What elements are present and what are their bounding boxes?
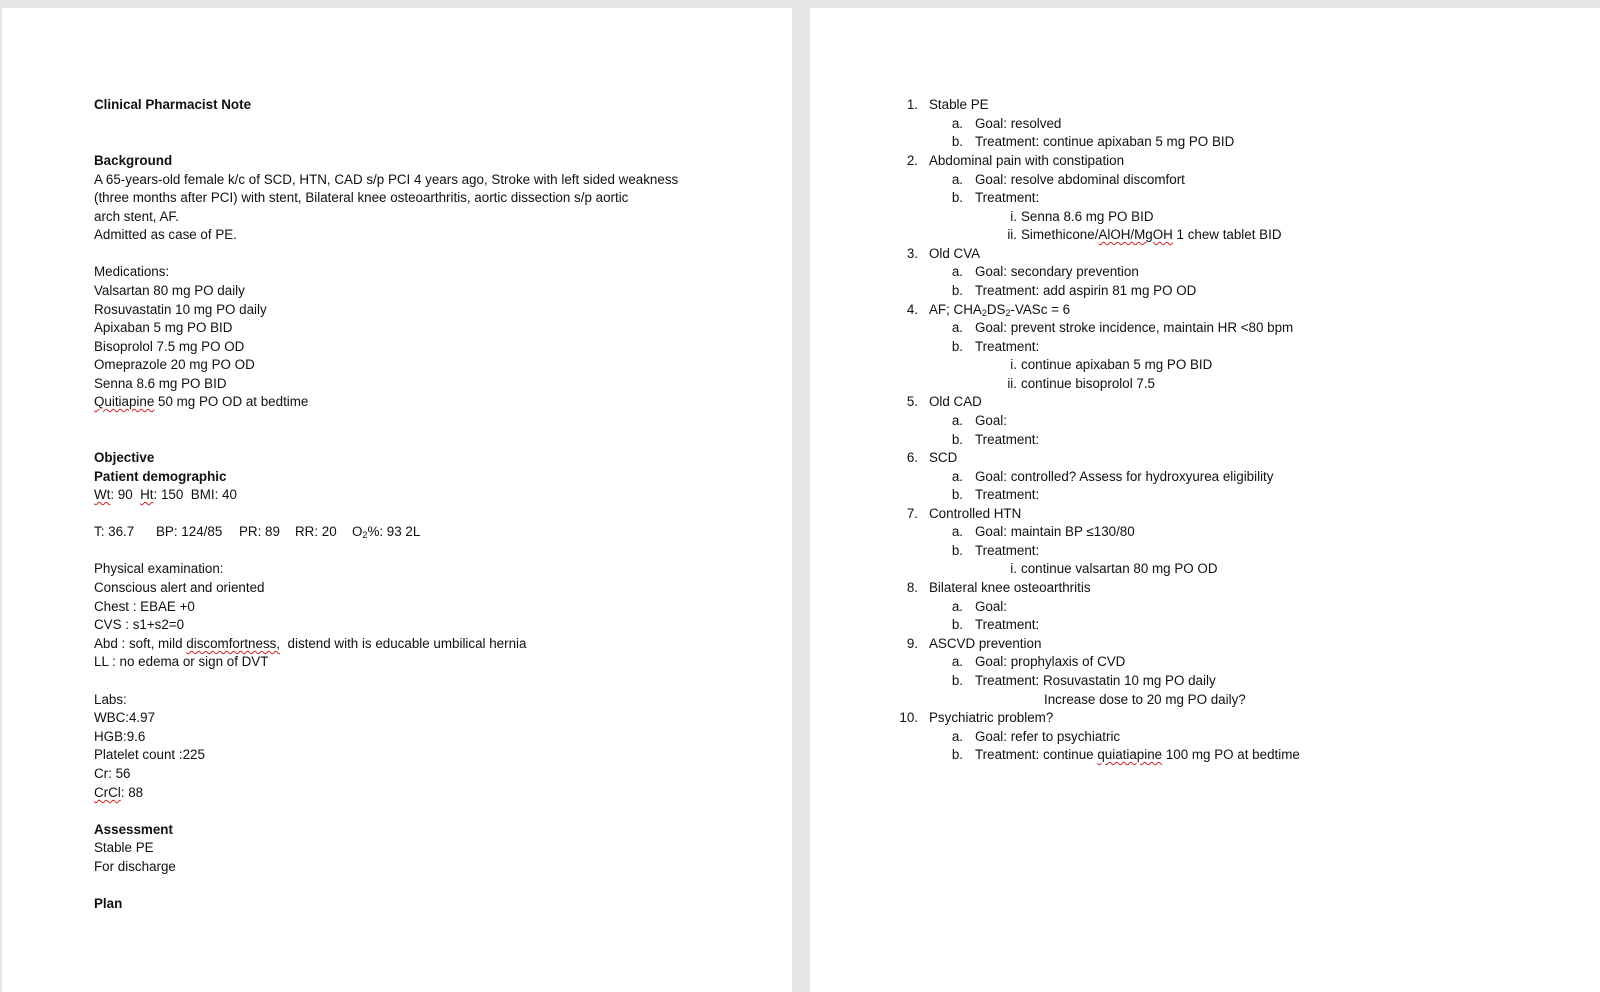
list-letter: b. [951, 432, 963, 447]
problem-goal: Goal: refer to psychiatric [975, 729, 1121, 744]
problem-title: Abdominal pain with constipation [929, 153, 1125, 168]
physical-item: CVS : s1+s2=0 [94, 617, 185, 632]
problem-treatment: Treatment: [975, 432, 1040, 447]
medications-heading: Medications: [94, 264, 170, 279]
treatment-item: continue valsartan 80 mg PO OD [1021, 561, 1218, 576]
medication-item: Valsartan 80 mg PO daily [94, 283, 245, 298]
list-letter: b. [951, 673, 963, 688]
problem-title: Controlled HTN [929, 506, 1022, 521]
list-number: 7. [906, 506, 918, 521]
assessment-item: Stable PE [94, 840, 154, 855]
problem-goal: Goal: resolved [975, 116, 1062, 131]
treatment-note: Increase dose to 20 mg PO daily? [1044, 692, 1246, 707]
problem-treatment: Treatment: Rosuvastatin 10 mg PO daily [975, 673, 1216, 688]
treatment-item: Simethicone/AlOH/MgOH 1 chew tablet BID [1021, 227, 1282, 242]
lab-item: WBC:4.97 [94, 710, 156, 725]
list-letter: a. [951, 264, 963, 279]
medication-item: Omeprazole 20 mg PO OD [94, 357, 255, 372]
problem-title: Psychiatric problem? [929, 710, 1054, 725]
document-page-left [2, 8, 792, 992]
medication-item: Apixaban 5 mg PO BID [94, 320, 233, 335]
problem-title: Bilateral knee osteoarthritis [929, 580, 1091, 595]
spellcheck-word[interactable]: discomfortness, [186, 636, 281, 651]
spellcheck-word[interactable]: Wt [94, 487, 111, 502]
list-letter: a. [951, 172, 963, 187]
list-number: 3. [906, 246, 918, 261]
list-roman: i. [1010, 561, 1017, 576]
problem-treatment: Treatment: [975, 543, 1040, 558]
document-page-right [810, 8, 1600, 992]
list-number: 9. [906, 636, 918, 651]
problem-goal: Goal: prophylaxis of CVD [975, 654, 1126, 669]
background-line: (three months after PCI) with stent, Bilateral knee osteoarthritis, aortic dissection s/p aortic [94, 190, 629, 205]
background-line: arch stent, AF. [94, 209, 179, 224]
spellcheck-word[interactable]: Ht [140, 487, 154, 502]
list-letter: b. [951, 617, 963, 632]
labs-heading: Labs: [94, 692, 127, 707]
problem-treatment: Treatment: add aspirin 81 mg PO OD [975, 283, 1197, 298]
problem-title: Stable PE [929, 97, 989, 112]
vital-rr: RR: 20 [295, 524, 337, 539]
problem-goal: Goal: secondary prevention [975, 264, 1139, 279]
vital-bp: BP: 124/85 [156, 524, 223, 539]
problem-treatment: Treatment: [975, 190, 1040, 205]
note-title: Clinical Pharmacist Note [94, 97, 252, 112]
problem-goal: Goal: controlled? Assess for hydroxyurea eligibility [975, 469, 1274, 484]
problem-title: AF; $CHA_2DS_2$-VASc = 6 [929, 302, 1071, 318]
list-letter: b. [951, 747, 963, 762]
list-roman: ii. [1007, 376, 1017, 391]
list-number: 1. [906, 97, 918, 112]
problem-treatment: Treatment: continue quiatiapine 100 mg PO at bedtime [975, 747, 1300, 762]
problem-goal: Goal: [975, 599, 1008, 614]
vital-o2: $O_2\%$: 93 2L [352, 524, 421, 540]
list-letter: b. [951, 487, 963, 502]
list-letter: a. [951, 599, 963, 614]
list-letter: a. [951, 320, 963, 335]
problem-treatment: Treatment: [975, 339, 1040, 354]
problem-title: Old CVA [929, 246, 981, 261]
medication-item: Senna 8.6 mg PO BID [94, 376, 227, 391]
list-letter: a. [951, 524, 963, 539]
list-number: 4. [906, 302, 918, 317]
assessment-item: For discharge [94, 859, 176, 874]
demographics-line: Wt: 90 Ht: 150 BMI: 40 [94, 487, 237, 502]
lab-item: CrCl: 88 [94, 785, 144, 800]
problem-goal: Goal: maintain BP ≤130/80 [975, 524, 1135, 539]
assessment-heading: Assessment [94, 822, 173, 837]
list-letter: b. [951, 283, 963, 298]
background-line: A 65-years-old female k/c of SCD, HTN, CAD s/p PCI 4 years ago, Stroke with left sided weakness [94, 172, 679, 187]
lab-item: HGB:9.6 [94, 729, 146, 744]
physical-item: Chest : EBAE +0 [94, 599, 195, 614]
problem-treatment: Treatment: continue apixaban 5 mg PO BID [975, 134, 1235, 149]
problem-goal: Goal: [975, 413, 1008, 428]
medication-item: Rosuvastatin 10 mg PO daily [94, 302, 267, 317]
problem-title: Old CAD [929, 394, 982, 409]
list-letter: a. [951, 469, 963, 484]
medication-item: Quitiapine 50 mg PO OD at bedtime [94, 394, 309, 409]
list-letter: a. [951, 729, 963, 744]
spellcheck-word[interactable]: CrCl [94, 785, 121, 800]
list-roman: i. [1010, 357, 1017, 372]
list-letter: a. [951, 116, 963, 131]
list-letter: a. [951, 654, 963, 669]
list-roman: i. [1010, 209, 1017, 224]
lab-item: Platelet count :225 [94, 747, 205, 762]
treatment-item: Senna 8.6 mg PO BID [1021, 209, 1154, 224]
background-heading: Background [94, 153, 173, 168]
list-number: 2. [906, 153, 918, 168]
list-letter: b. [951, 339, 963, 354]
problem-goal: Goal: resolve abdominal discomfort [975, 172, 1185, 187]
list-letter: b. [951, 190, 963, 205]
vital-pr: PR: 89 [239, 524, 280, 539]
treatment-item: continue bisoprolol 7.5 [1021, 376, 1155, 391]
lab-item: Cr: 56 [94, 766, 131, 781]
problem-goal: Goal: prevent stroke incidence, maintain HR <80 bpm [975, 320, 1294, 335]
treatment-item: continue apixaban 5 mg PO BID [1021, 357, 1213, 372]
spellcheck-word[interactable]: AlOH/MgOH [1098, 227, 1173, 242]
medication-item: Bisoprolol 7.5 mg PO OD [94, 339, 245, 354]
list-letter: b. [951, 543, 963, 558]
list-number: 5. [906, 394, 918, 409]
problem-title: ASCVD prevention [929, 636, 1042, 651]
list-number: 6. [906, 450, 918, 465]
problem-treatment: Treatment: [975, 487, 1040, 502]
problem-treatment: Treatment: [975, 617, 1040, 632]
list-number: 8. [906, 580, 918, 595]
list-letter: a. [951, 413, 963, 428]
physical-item: Abd : soft, mild discomfortness, distend with is educable umbilical hernia [94, 636, 527, 651]
problem-title: SCD [929, 450, 958, 465]
objective-heading: Objective [94, 450, 155, 465]
list-letter: b. [951, 134, 963, 149]
physical-heading: Physical examination: [94, 561, 224, 576]
spellcheck-word[interactable]: Quitiapine [94, 394, 155, 409]
spellcheck-word[interactable]: quiatiapine [1097, 747, 1163, 762]
background-line: Admitted as case of PE. [94, 227, 237, 242]
physical-item: Conscious alert and oriented [94, 580, 265, 595]
plan-heading: Plan [94, 896, 123, 911]
physical-item: LL : no edema or sign of DVT [94, 654, 269, 669]
vital-temperature: T: 36.7 [94, 524, 135, 539]
demographic-heading: Patient demographic [94, 469, 227, 484]
list-number: 10. [899, 710, 918, 725]
list-roman: ii. [1007, 227, 1017, 242]
